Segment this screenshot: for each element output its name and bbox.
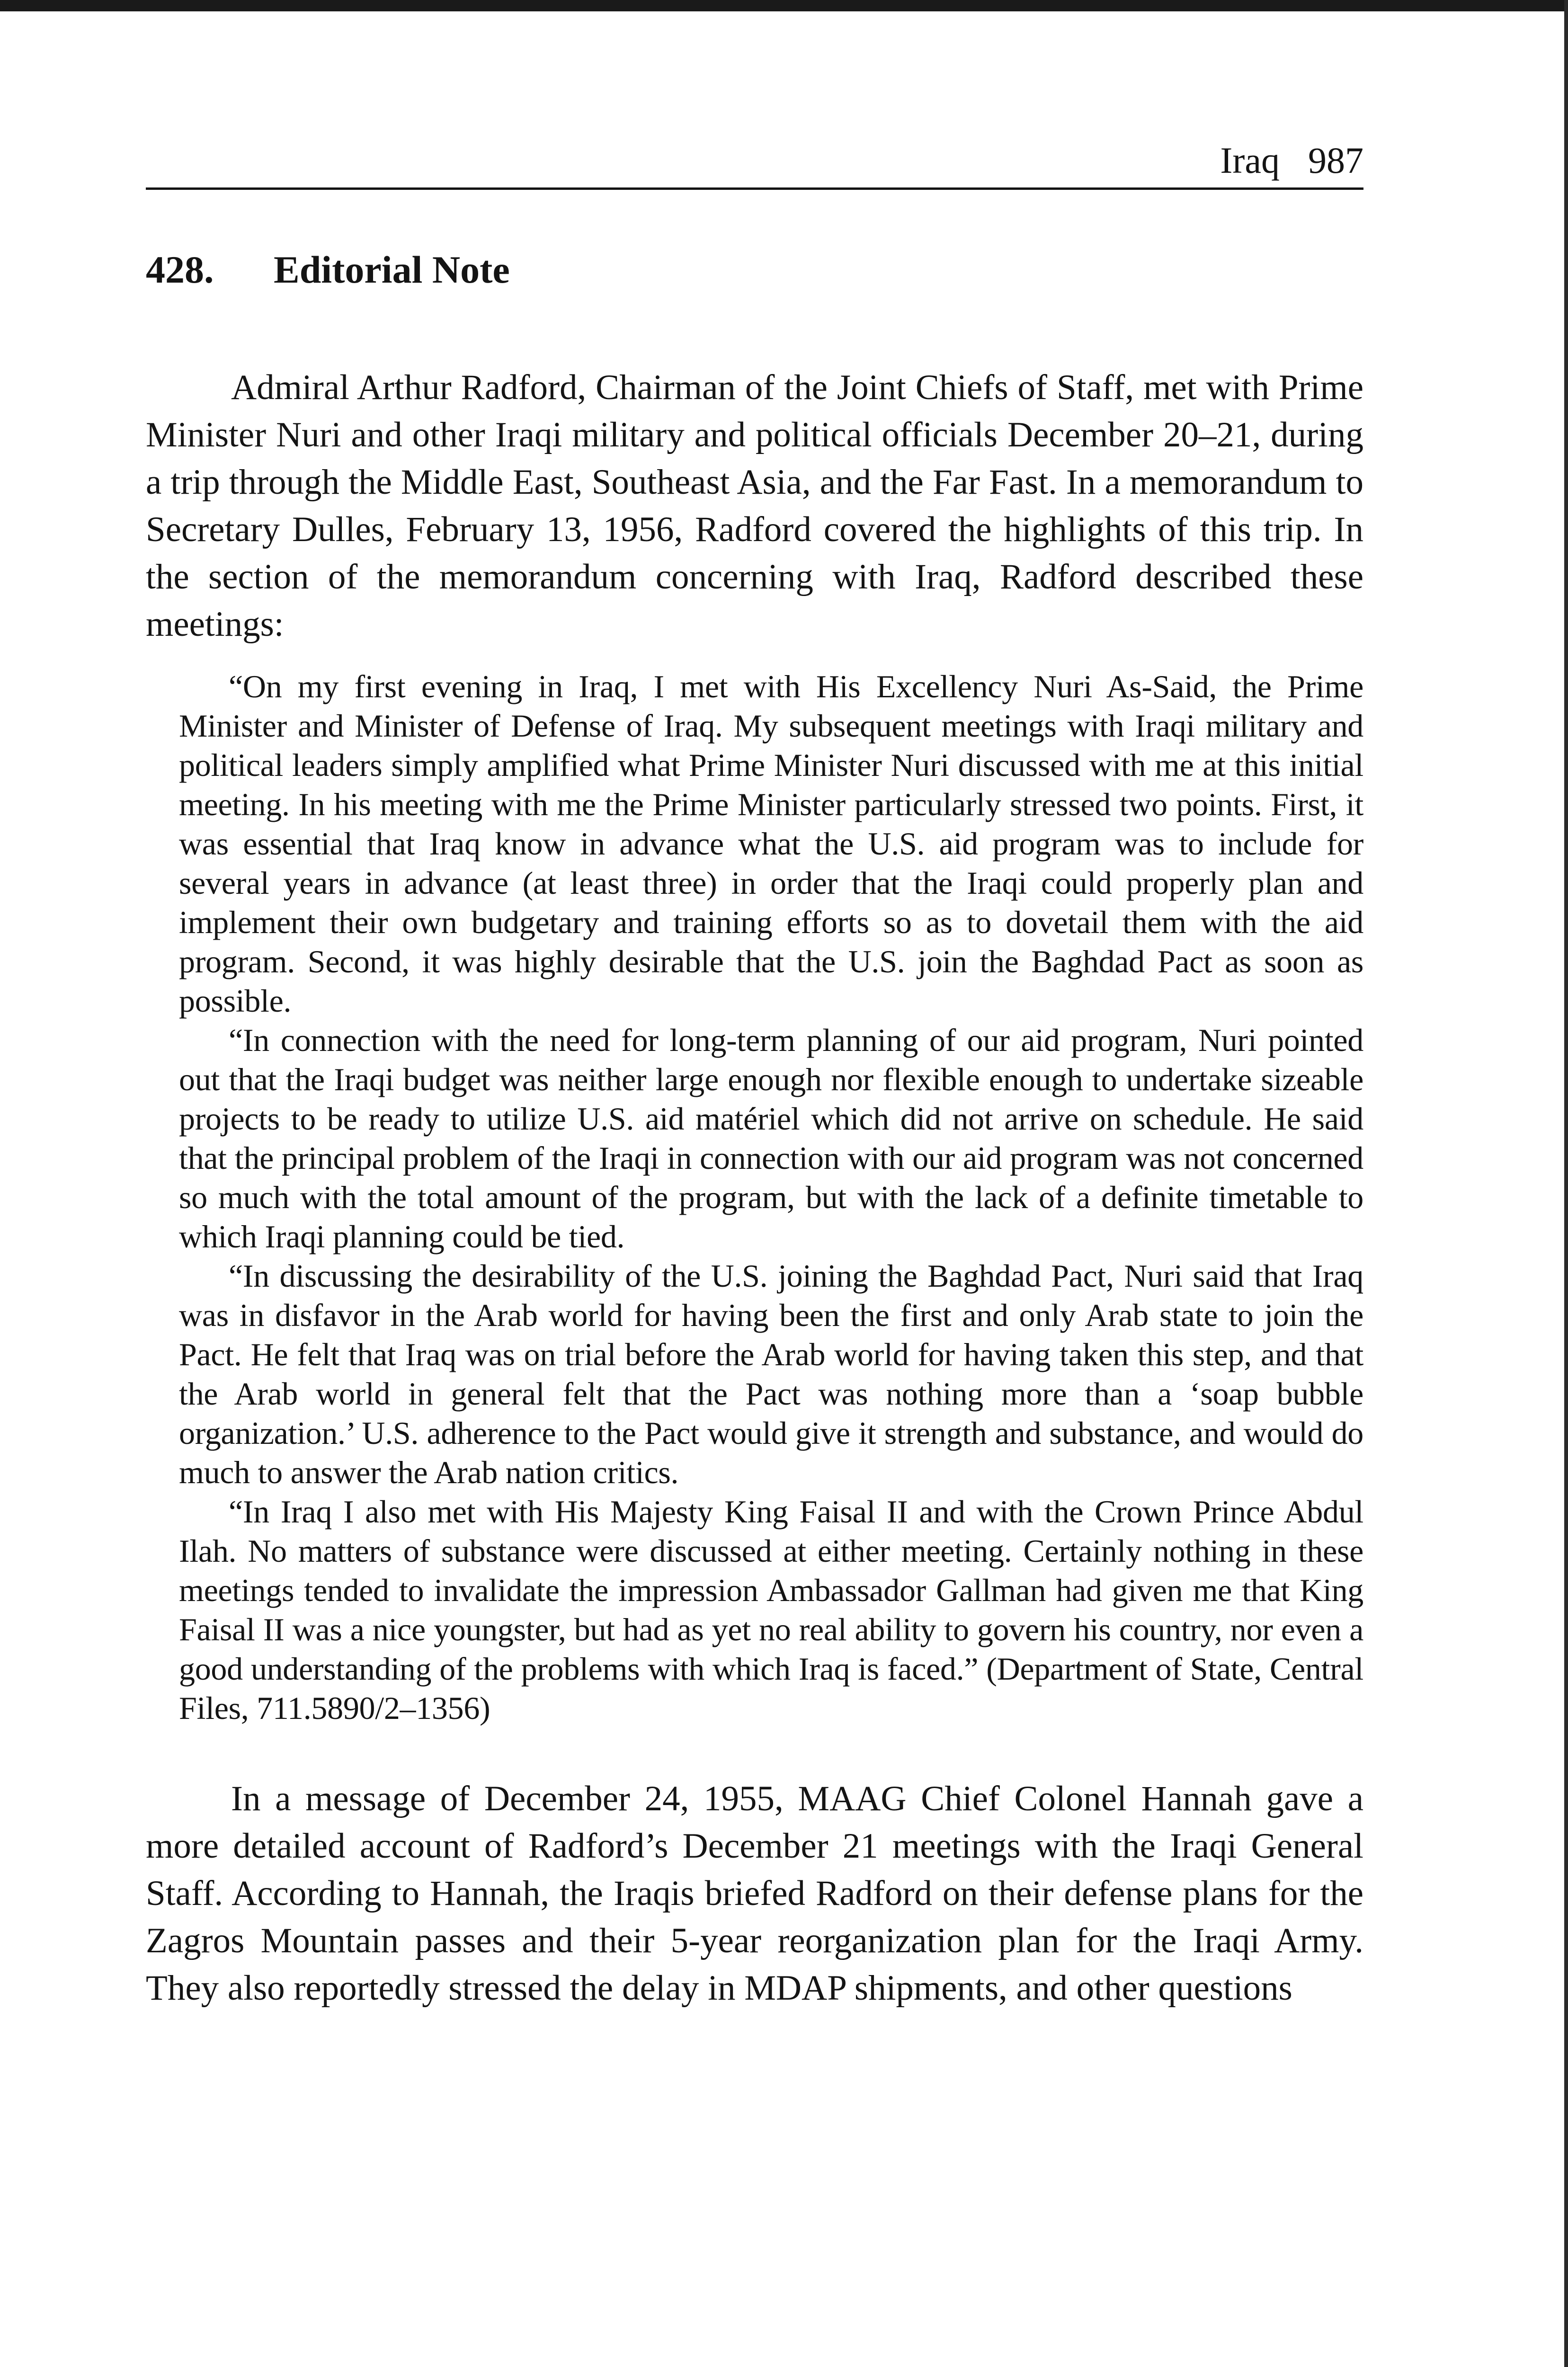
quoted-memorandum <box>179 667 1363 1728</box>
quote-paragraph-3: “In discussing the desirability of the U.S. joining the Baghdad Pact, Nuri said that Iraq was in disfavor in the Arab world for having been the first and only Arab state to join the Pact. He felt that Iraq was on trial before the Arab world for having taken this step, and that the Arab world in general felt that the Pact was nothing more than a ‘soap bubble organization.’ U.S. adherence to the Pact would give it strength and substance, and would do much to answer the Arab nation critics. <box>179 1258 1363 1491</box>
intro-paragraph: Admiral Arthur Radford, Chairman of the Joint Chiefs of Staff, met with Prime Minister Nuri and other Iraqi military and political officials December 20–21, during a trip through the Middle East, Southeast Asia, and the Far Fast. In a memorandum to Secretary Dulles, February 13, 1956, Radford covered the highlights of this trip. In the section of the memorandum concerning with Iraq, Radford described these meetings: <box>146 368 1363 644</box>
document-number: 428. <box>146 248 214 291</box>
document-heading <box>146 247 1363 293</box>
scan-edge-top <box>0 0 1568 11</box>
quote-paragraph-1: “On my first evening in Iraq, I met with His Excellency Nuri As-Said, the Prime Minister and Minister of Defense of Iraq. My subsequent meetings with Iraqi military and political leaders simply amplified what Prime Minister Nuri discussed with me at this initial meeting. In his meeting with me the Prime Minister particularly stressed two points. First, it was essential that Iraq know in advance what the U.S. aid program was to include for several years in advance (at least three) in order that the Iraqi could properly plan and implement their own budgetary and training efforts so as to dovetail them with the aid program. Second, it was highly desirable that the U.S. join the Baghdad Pact as soon as possible. <box>179 668 1363 1019</box>
header-page-number: 987 <box>1308 140 1363 181</box>
document-page <box>146 142 1363 2012</box>
running-header <box>146 142 1363 190</box>
header-section: Iraq <box>1220 140 1280 181</box>
quote-paragraph-2: “In connection with the need for long-term planning of our aid program, Nuri pointed out that the Iraqi budget was neither large enough nor flexible enough to undertake sizeable projects to be ready to utilize U.S. aid matériel which did not arrive on schedule. He said that the principal problem of the Iraqi in connection with our aid program was not concerned so much with the total amount of the program, but with the lack of a definite timetable to which Iraqi planning could be tied. <box>179 1022 1363 1255</box>
quote-paragraph-4: “In Iraq I also met with His Majesty King Faisal II and with the Crown Prince Abdul Ilah. No matters of substance were discussed at either meeting. Certainly nothing in these meetings tended to invalidate the impression Ambassador Gallman had given me that King Faisal II was a nice youngster, but had as yet no real ability to govern his country, nor even a good understanding of the problems with which Iraq is faced.” (Department of State, Central Files, 711.5890/2–1356) <box>179 1494 1363 1726</box>
scan-edge-right <box>1564 0 1568 2367</box>
closing-paragraph: In a message of December 24, 1955, MAAG Chief Colonel Hannah gave a more detailed account of Radford’s December 21 meetings with the Iraqi General Staff. According to Hannah, the Iraqis briefed Radford on their defense plans for the Zagros Mountain passes and their 5-year reorganization plan for the Iraqi Army. They also reportedly stressed the delay in MDAP shipments, and other questions <box>146 1779 1363 2008</box>
document-title: Editorial Note <box>274 248 510 291</box>
